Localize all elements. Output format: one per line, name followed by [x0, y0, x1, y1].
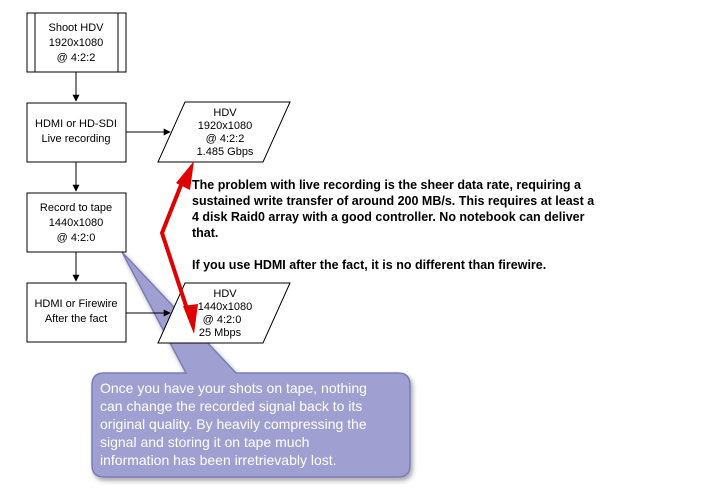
callout-line: original quality. By heavily compressing the [100, 416, 367, 432]
node-label: After the fact [44, 313, 108, 325]
note-line: 4 disk Raid0 array with a good controller. No notebook can deliver [192, 210, 585, 224]
node-record-tape [27, 193, 126, 252]
node-label: Live recording [41, 133, 111, 145]
node-label: @ 4:2:0 [202, 314, 242, 326]
node-label: 1920x1080 [48, 37, 104, 49]
node-label: HDV [213, 107, 237, 119]
explanation-note [192, 178, 595, 272]
note-line: The problem with live recording is the sheer data rate, requiring a [192, 178, 581, 192]
node-shoot-hdv [27, 13, 126, 72]
node-label: HDV [213, 288, 237, 300]
node-label: HDMI or HD-SDI [35, 118, 117, 130]
node-label: 1440x1080 [48, 217, 104, 229]
node-label: @ 4:2:2 [56, 52, 96, 64]
node-label: 1920x1080 [197, 120, 253, 132]
node-hdmi-live [27, 103, 126, 162]
callout-line: signal and storing it on tape much [100, 434, 310, 450]
node-label: HDMI or Firewire [34, 298, 118, 310]
note-line: If you use HDMI after the fact, it is no different than firewire. [192, 258, 547, 272]
callout-line: can change the recorded signal back to its [100, 398, 363, 414]
node-hdmi-after [27, 283, 126, 342]
node-label: 1440x1080 [197, 301, 253, 313]
callout-line: Once you have your shots on tape, nothing [100, 380, 367, 396]
node-hdv-live [158, 102, 290, 162]
node-label: @ 4:2:2 [205, 133, 245, 145]
callout-line: information has been irretrievably lost. [100, 452, 337, 468]
node-label: Shoot HDV [48, 22, 104, 34]
node-label: 1.485 Gbps [196, 146, 254, 158]
note-line: that. [192, 226, 219, 240]
node-label: 25 Mbps [198, 327, 242, 339]
note-line: sustained write transfer of around 200 MB/s. This requires at least a [192, 194, 595, 208]
node-label: @ 4:2:0 [56, 232, 96, 244]
node-label: Record to tape [39, 202, 113, 214]
node-hdv-after [158, 283, 290, 343]
